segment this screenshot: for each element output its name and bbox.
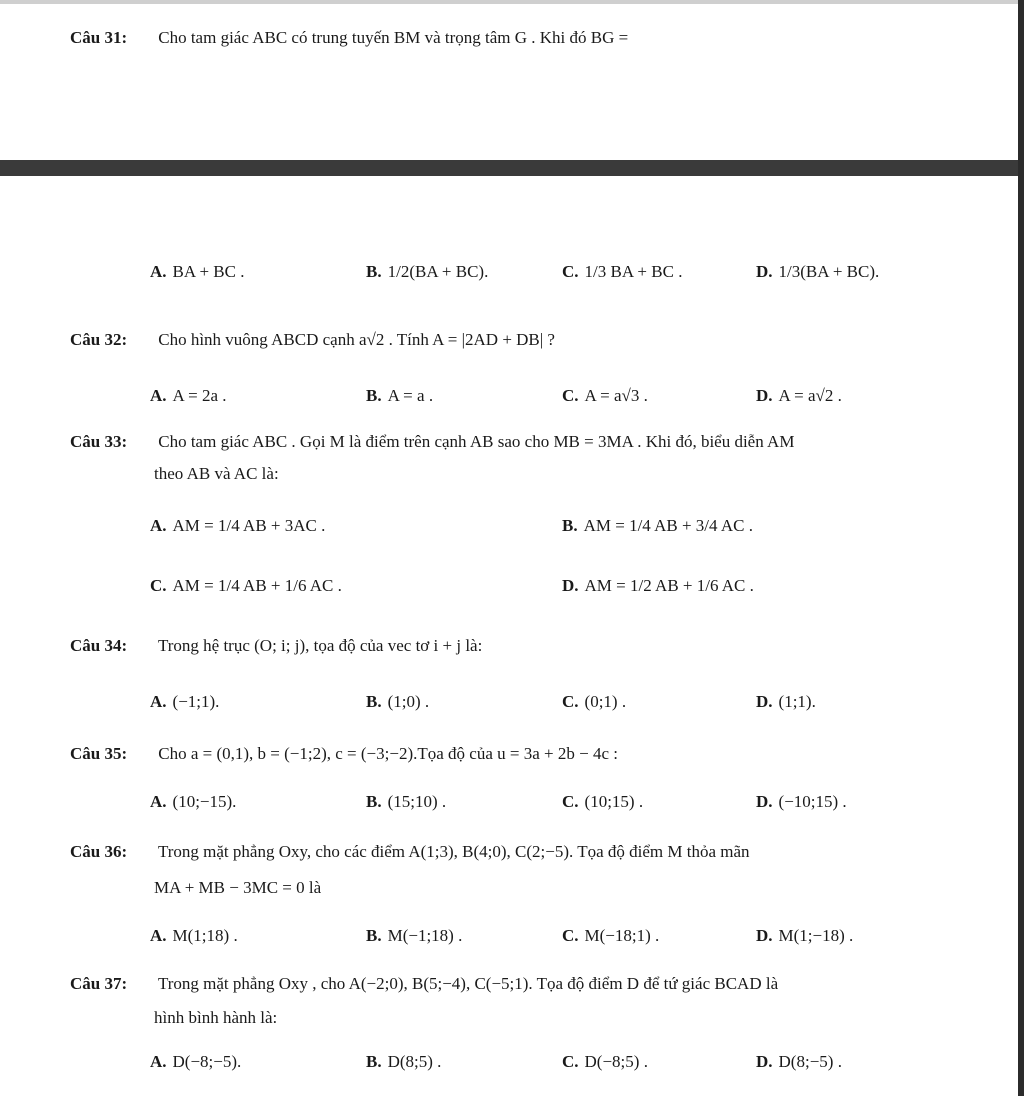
question-label: Câu 34: (70, 636, 128, 655)
option-33-d[interactable]: D. AM = 1/2 AB + 1/6 AC . (562, 576, 754, 595)
question-text: Cho a = (0,1), b = (−1;2), c = (−3;−2).Tọa độ của u = 3a + 2b − 4c : (158, 744, 618, 763)
option-34-d[interactable]: D. (1;1). (756, 692, 816, 711)
question-37 (70, 974, 778, 994)
option-31-a[interactable]: A. BA + BC . (150, 262, 245, 281)
option-34-b[interactable]: B. (1;0) . (366, 692, 430, 711)
option-36-d[interactable]: D. M(1;−18) . (756, 926, 854, 945)
option-33-c[interactable]: C. AM = 1/4 AB + 1/6 AC . (150, 576, 342, 595)
question-label: Câu 37: (70, 974, 128, 993)
question-37-continued: hình bình hành là: (154, 1008, 278, 1027)
question-36-continued: MA + MB − 3MC = 0 là (154, 878, 322, 897)
question-35 (70, 744, 618, 764)
option-34-c[interactable]: C. (0;1) . (562, 692, 627, 711)
option-31-b[interactable]: B. 1/2(BA + BC). (366, 262, 489, 281)
option-31-d[interactable]: D. 1/3(BA + BC). (756, 262, 880, 281)
right-page-border (1018, 0, 1024, 1096)
question-label: Câu 35: (70, 744, 128, 763)
option-37-a[interactable]: A. D(−8;−5). (150, 1052, 242, 1071)
option-32-c[interactable]: C. A = a√3 . (562, 386, 648, 405)
option-33-a[interactable]: A. AM = 1/4 AB + 3AC . (150, 516, 326, 535)
option-35-c[interactable]: C. (10;15) . (562, 792, 644, 811)
question-text: Trong hệ trục (O; i; j), tọa độ của vec tơ i + j là: (157, 636, 483, 655)
page-top (0, 0, 1024, 160)
option-36-b[interactable]: B. M(−1;18) . (366, 926, 463, 945)
question-text: Trong mặt phẳng Oxy, cho các điểm A(1;3), B(4;0), C(2;−5). Tọa độ điểm M thỏa mãn (157, 842, 750, 861)
question-33-continued: theo AB và AC là: (154, 464, 279, 483)
question-34 (70, 636, 482, 656)
question-text: Cho tam giác ABC . Gọi M là điểm trên cạnh AB sao cho MB = 3MA . Khi đó, biểu diễn AM (158, 432, 795, 451)
question-text: Trong mặt phẳng Oxy , cho A(−2;0), B(5;−4), C(−5;1). Tọa độ điểm D để tứ giác BCAD là (157, 974, 779, 993)
previous-page-edge (0, 0, 1024, 4)
option-36-c[interactable]: C. M(−18;1) . (562, 926, 660, 945)
option-37-b[interactable]: B. D(8;5) . (366, 1052, 442, 1071)
option-32-b[interactable]: B. A = a . (366, 386, 434, 405)
question-label: Câu 33: (70, 432, 128, 451)
question-32 (70, 330, 555, 350)
question-label: Câu 36: (70, 842, 128, 861)
question-text: Cho hình vuông ABCD cạnh a√2 . Tính A = |2AD + DB| ? (158, 330, 555, 349)
option-35-a[interactable]: A. (10;−15). (150, 792, 237, 811)
option-37-d[interactable]: D. D(8;−5) . (756, 1052, 842, 1071)
option-35-d[interactable]: D. (−10;15) . (756, 792, 847, 811)
question-33 (70, 432, 794, 452)
option-33-b[interactable]: B. AM = 1/4 AB + 3/4 AC . (562, 516, 753, 535)
page-separator (0, 160, 1024, 176)
option-36-a[interactable]: A. M(1;18) . (150, 926, 238, 945)
question-label: Câu 31: (70, 28, 128, 47)
option-32-d[interactable]: D. A = a√2 . (756, 386, 842, 405)
option-31-c[interactable]: C. 1/3 BA + BC . (562, 262, 683, 281)
question-label: Câu 32: (70, 330, 128, 349)
option-35-b[interactable]: B. (15;10) . (366, 792, 447, 811)
option-32-a[interactable]: A. A = 2a . (150, 386, 227, 405)
question-36 (70, 842, 750, 862)
option-37-c[interactable]: C. D(−8;5) . (562, 1052, 648, 1071)
question-31 (70, 28, 628, 48)
option-34-a[interactable]: A. (−1;1). (150, 692, 220, 711)
question-text: Cho tam giác ABC có trung tuyến BM và trọng tâm G . Khi đó BG = (158, 28, 629, 47)
